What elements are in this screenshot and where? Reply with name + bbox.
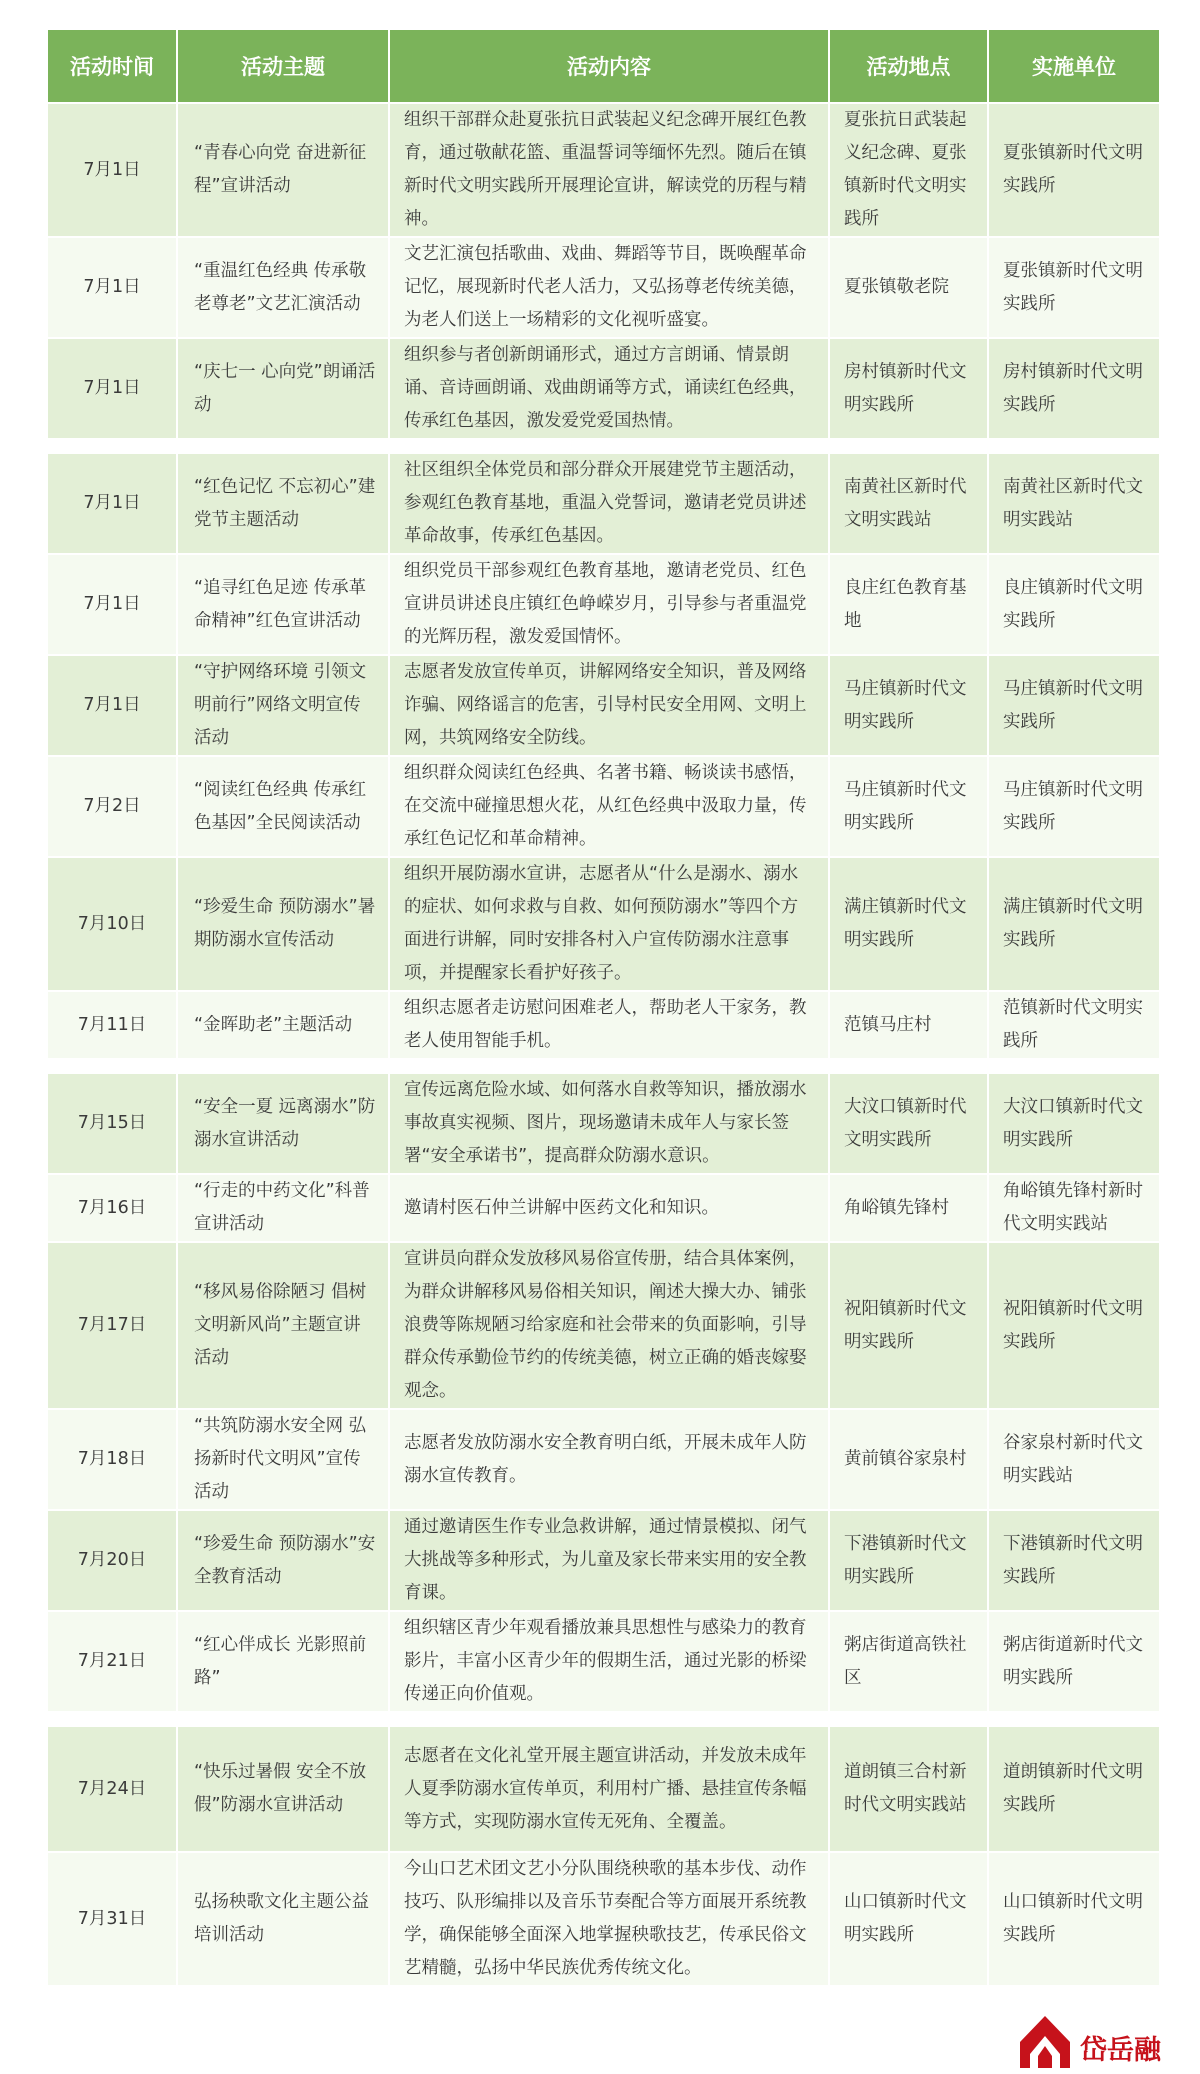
header-unit: 实施单位: [989, 30, 1159, 104]
cell-place: 山口镇新时代文明实践所: [830, 1853, 989, 1987]
cell-place: 良庄红色教育基地: [830, 555, 989, 656]
cell-unit: 范镇新时代文明实践所: [989, 992, 1159, 1060]
cell-content: 文艺汇演包括歌曲、戏曲、舞蹈等节目，既唤醒革命记忆，展现新时代老人活力，又弘扬尊老传统美德，为老人们送上一场精彩的文化视听盛宴。: [390, 238, 830, 339]
table-row: [48, 1853, 1159, 1987]
table-row: [48, 1410, 1159, 1511]
cell-place: 满庄镇新时代文明实践所: [830, 858, 989, 992]
cell-content: 宣讲员向群众发放移风易俗宣传册，结合具体案例，为群众讲解移风易俗相关知识，阐述大操大办、铺张浪费等陈规陋习给家庭和社会带来的负面影响，引导群众传承勤俭节约的传统美德，树立正确的婚丧嫁娶观念。: [390, 1243, 830, 1410]
table-row: [48, 1511, 1159, 1612]
cell-time: 7月1日: [48, 238, 178, 339]
cell-theme: “行走的中药文化”科普宣讲活动: [178, 1175, 390, 1243]
cell-unit: 房村镇新时代文明实践所: [989, 339, 1159, 440]
cell-place: 马庄镇新时代文明实践所: [830, 656, 989, 757]
cell-place: 道朗镇三合村新时代文明实践站: [830, 1727, 989, 1853]
cell-unit: 角峪镇先锋村新时代文明实践站: [989, 1175, 1159, 1243]
cell-content: 社区组织全体党员和部分群众开展建党节主题活动，参观红色教育基地，重温入党誓词，邀请老党员讲述革命故事，传承红色基因。: [390, 454, 830, 555]
table-body: [48, 104, 1159, 1987]
table-row: [48, 238, 1159, 339]
cell-theme: “金晖助老”主题活动: [178, 992, 390, 1060]
cell-time: 7月11日: [48, 992, 178, 1060]
cell-theme: “庆七一 心向党”朗诵活动: [178, 339, 390, 440]
cell-theme: “守护网络环境 引领文明前行”网络文明宣传活动: [178, 656, 390, 757]
cell-content: 通过邀请医生作专业急救讲解，通过情景模拟、闭气大挑战等多种形式，为儿童及家长带来实用的安全教育课。: [390, 1511, 830, 1612]
cell-time: 7月1日: [48, 339, 178, 440]
cell-content: 组织辖区青少年观看播放兼具思想性与感染力的教育影片，丰富小区青少年的假期生活，通过光影的桥梁传递正向价值观。: [390, 1612, 830, 1713]
cell-content: 组织群众阅读红色经典、名著书籍、畅谈读书感悟，在交流中碰撞思想火花，从红色经典中汲取力量，传承红色记忆和革命精神。: [390, 757, 830, 858]
house-logo-icon: [1018, 2014, 1072, 2070]
spacer-cell: [390, 1713, 830, 1727]
cell-content: 组织干部群众赴夏张抗日武装起义纪念碑开展红色教育，通过敬献花篮、重温誓词等缅怀先烈。随后在镇新时代文明实践所开展理论宣讲，解读党的历程与精神。: [390, 104, 830, 238]
cell-unit: 夏张镇新时代文明实践所: [989, 238, 1159, 339]
cell-place: 角峪镇先锋村: [830, 1175, 989, 1243]
cell-theme: “共筑防溺水安全网 弘扬新时代文明风”宣传活动: [178, 1410, 390, 1511]
cell-theme: “重温红色经典 传承敬老尊老”文艺汇演活动: [178, 238, 390, 339]
cell-place: 下港镇新时代文明实践所: [830, 1511, 989, 1612]
cell-place: 房村镇新时代文明实践所: [830, 339, 989, 440]
table-row: [48, 992, 1159, 1060]
cell-time: 7月2日: [48, 757, 178, 858]
cell-theme: “珍爱生命 预防溺水”安全教育活动: [178, 1511, 390, 1612]
cell-time: 7月16日: [48, 1175, 178, 1243]
spacer-cell: [48, 1713, 178, 1727]
header-place: 活动地点: [830, 30, 989, 104]
cell-theme: “珍爱生命 预防溺水”暑期防溺水宣传活动: [178, 858, 390, 992]
table-header-row: [48, 30, 1159, 104]
cell-content: 今山口艺术团文艺小分队围绕秧歌的基本步伐、动作技巧、队形编排以及音乐节奏配合等方面展开系统教学，确保能够全面深入地掌握秧歌技艺，传承民俗文艺精髓，弘扬中华民族优秀传统文化。: [390, 1853, 830, 1987]
table-row: [48, 1727, 1159, 1853]
cell-content: 志愿者发放宣传单页，讲解网络安全知识，普及网络诈骗、网络谣言的危害，引导村民安全用网、文明上网，共筑网络安全防线。: [390, 656, 830, 757]
cell-time: 7月1日: [48, 656, 178, 757]
cell-unit: 下港镇新时代文明实践所: [989, 1511, 1159, 1612]
cell-theme: “青春心向党 奋进新征程”宣讲活动: [178, 104, 390, 238]
cell-theme: “阅读红色经典 传承红色基因”全民阅读活动: [178, 757, 390, 858]
cell-theme: “追寻红色足迹 传承革命精神”红色宣讲活动: [178, 555, 390, 656]
cell-place: 祝阳镇新时代文明实践所: [830, 1243, 989, 1410]
watermark-logo: [1018, 2010, 1200, 2074]
cell-time: 7月1日: [48, 104, 178, 238]
table-row: [48, 1175, 1159, 1243]
cell-time: 7月20日: [48, 1511, 178, 1612]
cell-content: 邀请村医石仲兰讲解中医药文化和知识。: [390, 1175, 830, 1243]
cell-time: 7月21日: [48, 1612, 178, 1713]
spacer-cell: [178, 1060, 390, 1074]
cell-theme: 弘扬秧歌文化主题公益培训活动: [178, 1853, 390, 1987]
spacer-cell: [178, 440, 390, 454]
row-spacer: [48, 1060, 1159, 1074]
cell-time: 7月1日: [48, 555, 178, 656]
table-row: [48, 1074, 1159, 1175]
activity-schedule: [48, 30, 1159, 1987]
cell-content: 志愿者在文化礼堂开展主题宣讲活动，并发放未成年人夏季防溺水宣传单页，利用村广播、悬挂宣传条幅等方式，实现防溺水宣传无死角、全覆盖。: [390, 1727, 830, 1853]
cell-theme: “快乐过暑假 安全不放假”防溺水宣讲活动: [178, 1727, 390, 1853]
cell-time: 7月18日: [48, 1410, 178, 1511]
cell-place: 南黄社区新时代文明实践站: [830, 454, 989, 555]
cell-content: 志愿者发放防溺水安全教育明白纸，开展未成年人防溺水宣传教育。: [390, 1410, 830, 1511]
spacer-cell: [48, 1060, 178, 1074]
table-row: [48, 339, 1159, 440]
header-theme: 活动主题: [178, 30, 390, 104]
watermark-text: 岱岳融: [1080, 2035, 1161, 2066]
cell-time: 7月1日: [48, 454, 178, 555]
cell-unit: 马庄镇新时代文明实践所: [989, 656, 1159, 757]
cell-theme: “安全一夏 远离溺水”防溺水宣讲活动: [178, 1074, 390, 1175]
cell-unit: 满庄镇新时代文明实践所: [989, 858, 1159, 992]
cell-unit: 祝阳镇新时代文明实践所: [989, 1243, 1159, 1410]
cell-content: 组织参与者创新朗诵形式，通过方言朗诵、情景朗诵、音诗画朗诵、戏曲朗诵等方式，诵读红色经典，传承红色基因，激发爱党爱国热情。: [390, 339, 830, 440]
table-row: [48, 555, 1159, 656]
cell-content: 组织开展防溺水宣讲，志愿者从“什么是溺水、溺水的症状、如何求救与自救、如何预防溺水”等四个方面进行讲解，同时安排各村入户宣传防溺水注意事项，并提醒家长看护好孩子。: [390, 858, 830, 992]
cell-unit: 马庄镇新时代文明实践所: [989, 757, 1159, 858]
cell-time: 7月24日: [48, 1727, 178, 1853]
cell-unit: 粥店街道新时代文明实践所: [989, 1612, 1159, 1713]
cell-unit: 良庄镇新时代文明实践所: [989, 555, 1159, 656]
cell-place: 大汶口镇新时代文明实践所: [830, 1074, 989, 1175]
cell-theme: “红心伴成长 光影照前路”: [178, 1612, 390, 1713]
cell-place: 马庄镇新时代文明实践所: [830, 757, 989, 858]
cell-time: 7月10日: [48, 858, 178, 992]
row-spacer: [48, 440, 1159, 454]
spacer-cell: [830, 1713, 989, 1727]
spacer-cell: [989, 1060, 1159, 1074]
table-row: [48, 757, 1159, 858]
table-row: [48, 858, 1159, 992]
table-row: [48, 1612, 1159, 1713]
cell-unit: 山口镇新时代文明实践所: [989, 1853, 1159, 1987]
table-row: [48, 656, 1159, 757]
spacer-cell: [390, 440, 830, 454]
cell-place: 范镇马庄村: [830, 992, 989, 1060]
cell-time: 7月15日: [48, 1074, 178, 1175]
cell-unit: 谷家泉村新时代文明实践站: [989, 1410, 1159, 1511]
cell-unit: 南黄社区新时代文明实践站: [989, 454, 1159, 555]
cell-time: 7月17日: [48, 1243, 178, 1410]
table-row: [48, 1243, 1159, 1410]
cell-unit: 道朗镇新时代文明实践所: [989, 1727, 1159, 1853]
table-row: [48, 104, 1159, 238]
header-content: 活动内容: [390, 30, 830, 104]
cell-theme: “红色记忆 不忘初心”建党节主题活动: [178, 454, 390, 555]
spacer-cell: [830, 1060, 989, 1074]
cell-theme: “移风易俗除陋习 倡树文明新风尚”主题宣讲活动: [178, 1243, 390, 1410]
spacer-cell: [390, 1060, 830, 1074]
row-spacer: [48, 1713, 1159, 1727]
cell-place: 黄前镇谷家泉村: [830, 1410, 989, 1511]
table-row: [48, 454, 1159, 555]
cell-place: 夏张抗日武装起义纪念碑、夏张镇新时代文明实践所: [830, 104, 989, 238]
cell-content: 组织党员干部参观红色教育基地，邀请老党员、红色宣讲员讲述良庄镇红色峥嵘岁月，引导参与者重温党的光辉历程，激发爱国情怀。: [390, 555, 830, 656]
cell-unit: 夏张镇新时代文明实践所: [989, 104, 1159, 238]
cell-unit: 大汶口镇新时代文明实践所: [989, 1074, 1159, 1175]
cell-place: 夏张镇敬老院: [830, 238, 989, 339]
cell-content: 宣传远离危险水域、如何落水自救等知识，播放溺水事故真实视频、图片，现场邀请未成年人与家长签署“安全承诺书”，提高群众防溺水意识。: [390, 1074, 830, 1175]
activity-table: [48, 30, 1159, 1987]
cell-content: 组织志愿者走访慰问困难老人，帮助老人干家务，教老人使用智能手机。: [390, 992, 830, 1060]
spacer-cell: [989, 1713, 1159, 1727]
spacer-cell: [830, 440, 989, 454]
spacer-cell: [989, 440, 1159, 454]
header-time: 活动时间: [48, 30, 178, 104]
spacer-cell: [48, 440, 178, 454]
cell-time: 7月31日: [48, 1853, 178, 1987]
cell-place: 粥店街道高铁社区: [830, 1612, 989, 1713]
spacer-cell: [178, 1713, 390, 1727]
